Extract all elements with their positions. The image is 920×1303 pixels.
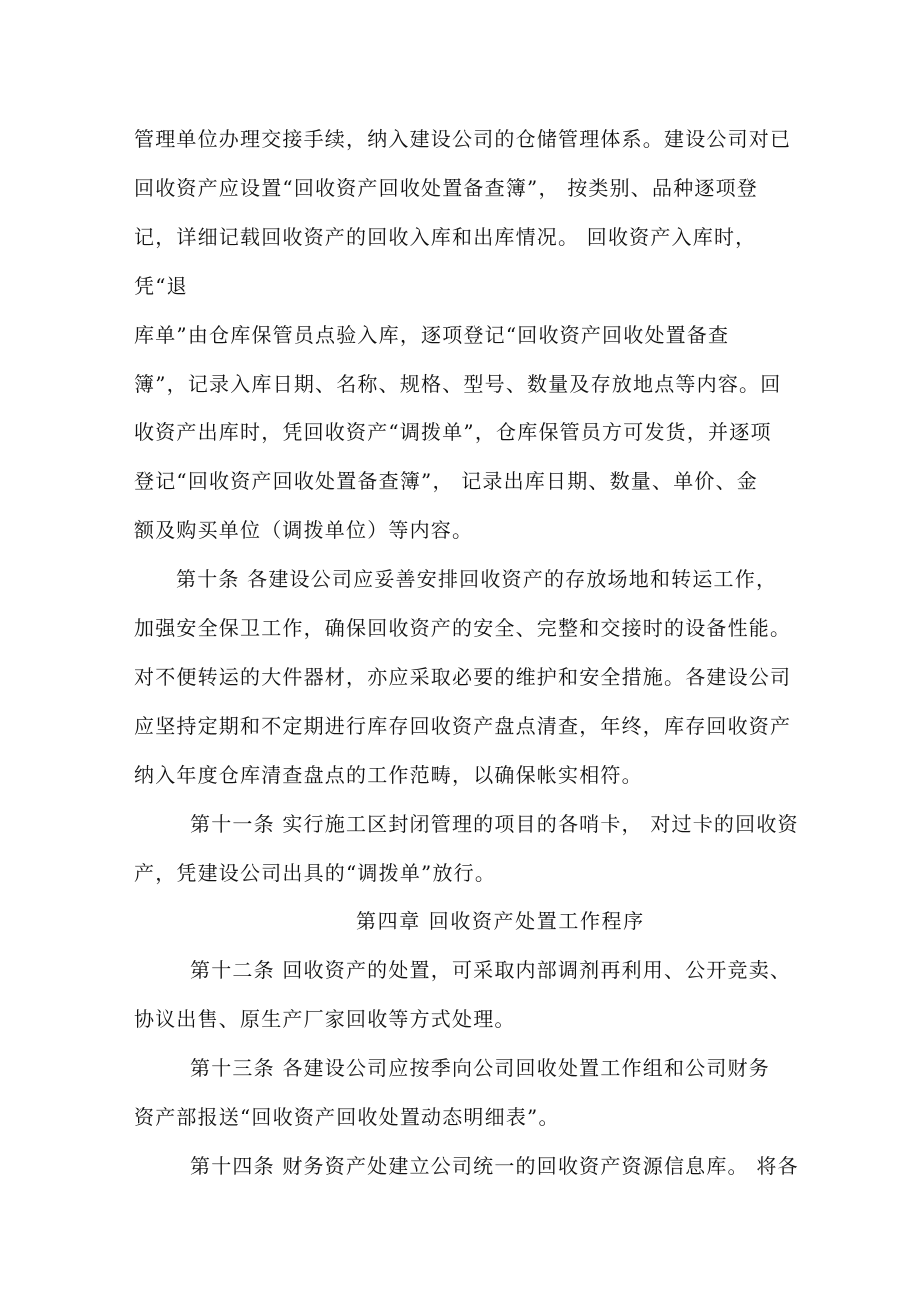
text-line: 纳入年度仓库清查盘点的工作范畴，以确保帐实相符。 [134,763,643,787]
text-line: 收资产出库时，凭回收资产“调拨单”，仓库保管员方可发货，并逐项 [134,420,772,444]
article-13-start: 第十三条 各建设公司应按季向公司回收处置工作组和公司财务 [190,1056,770,1080]
text-line: 产，凭建设公司出具的“调拨单”放行。 [134,861,497,885]
text-line: 加强安全保卫工作，确保回收资产的安全、完整和交接时的设备性能。 [134,616,792,640]
chapter-heading: 第四章 回收资产处置工作程序 [356,909,645,933]
text-line: 管理单位办理交接手续，纳入建设公司的仓储管理体系。建设公司对已 [134,127,792,151]
text-line: 额及购买单位（调拨单位）等内容。 [134,518,474,542]
article-10-start: 第十条 各建设公司应妥善安排回收资产的存放场地和转运工作， [176,567,778,591]
article-12-start: 第十二条 回收资产的处置，可采取内部调剂再利用、公开竞卖、 [190,958,792,982]
article-11-start: 第十一条 实行施工区封闭管理的项目的各哨卡， 对过卡的回收资 [190,812,799,836]
text-line: 簿”，记录入库日期、名称、规格、型号、数量及存放地点等内容。回 [134,372,782,396]
text-line: 应坚持定期和不定期进行库存回收资产盘点清查，年终，库存回收资产 [134,714,792,738]
text-line: 登记“回收资产回收处置备查簿”， 记录出库日期、数量、单价、金 [134,469,759,493]
text-line: 库单”由仓库保管员点验入库，逐项登记“回收资产回收处置备查 [134,323,730,347]
text-line: 凭“退 [134,274,188,298]
text-line: 回收资产应设置“回收资产回收处置备查簿”， 按类别、品种逐项登 [134,176,759,200]
article-14-start: 第十四条 财务资产处建立公司统一的回收资产资源信息库。 将各 [190,1154,799,1178]
text-line: 记，详细记载回收资产的回收入库和出库情况。 回收资产入库时， [134,225,757,249]
text-line: 对不便转运的大件器材，亦应采取必要的维护和安全措施。各建设公司 [134,665,792,689]
text-line: 资产部报送“回收资产回收处置动态明细表”。 [134,1105,560,1129]
text-line: 协议出售、原生产厂家回收等方式处理。 [134,1007,516,1031]
